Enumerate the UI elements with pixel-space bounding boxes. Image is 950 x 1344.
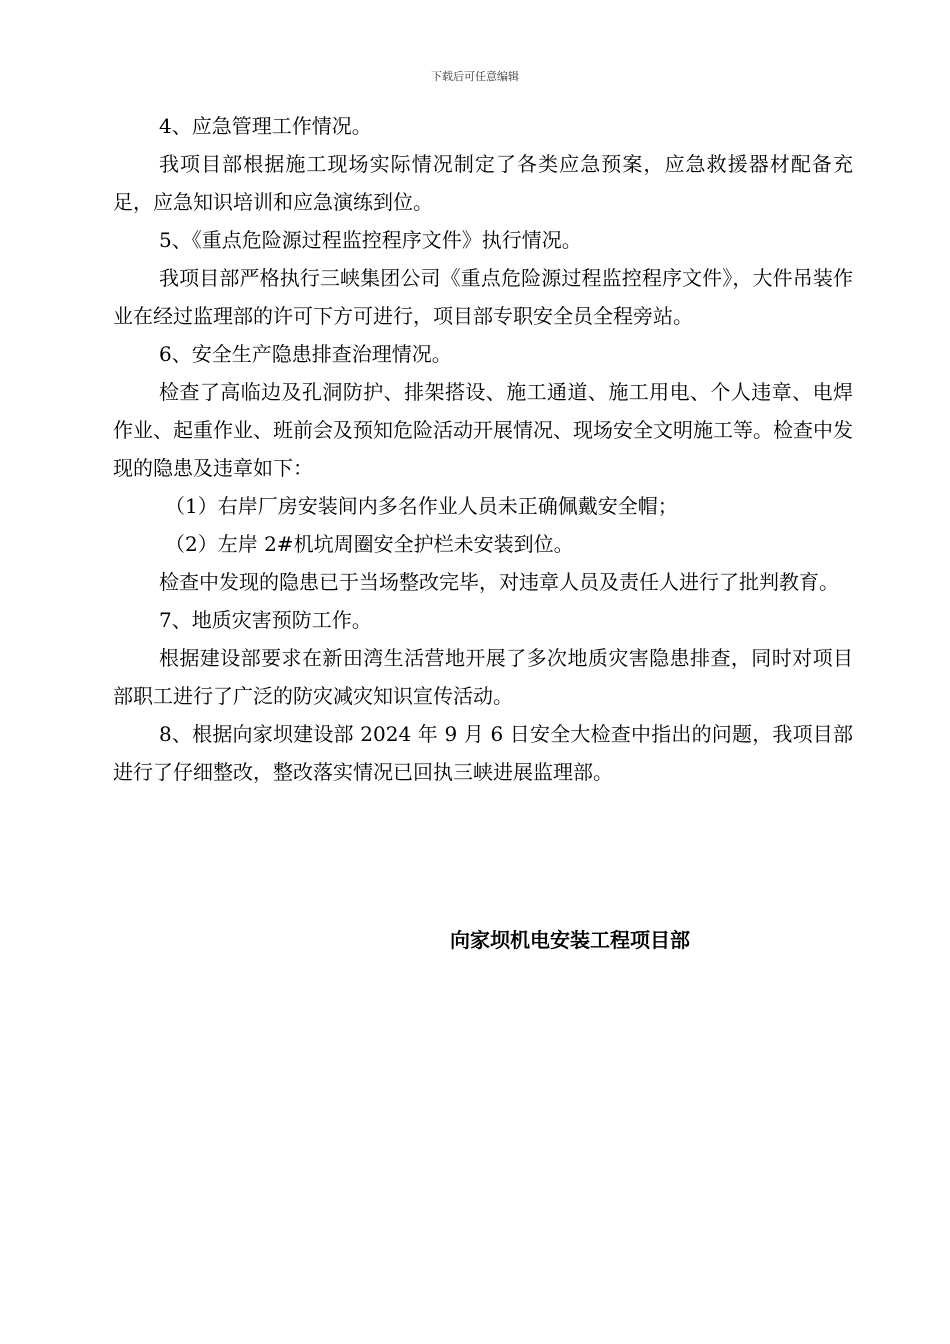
section-5-heading: 5、《重点危险源过程监控程序文件》执行情况。 — [159, 228, 582, 252]
document-body — [113, 107, 853, 791]
section-4-heading: 4、应急管理工作情况。 — [159, 114, 372, 138]
section-8-paragraph: 8、根据向家坝建设部 2024 年 9 月 6 日安全大检查中指出的问题，我项目部进行了仔细整改，整改落实情况已回执三峡进展监理部。 — [113, 722, 853, 784]
section-7-heading: 7、地质灾害预防工作。 — [159, 608, 372, 632]
section-6-item-2: （2）左岸 2#机坑周圈安全护栏未安装到位。 — [165, 532, 574, 556]
section-4-paragraph: 我项目部根据施工现场实际情况制定了各类应急预案，应急救援器材配备充足，应急知识培训和应急演练到位。 — [113, 152, 853, 214]
signature-organization: 向家坝机电安装工程项目部 — [450, 928, 690, 952]
header-note: 下载后可任意编辑 — [431, 70, 519, 83]
section-7-paragraph: 根据建设部要求在新田湾生活营地开展了多次地质灾害隐患排查，同时对项目部职工进行了广泛的防灾减灾知识宣传活动。 — [113, 646, 853, 708]
section-6-conclusion: 检查中发现的隐患已于当场整改完毕，对违章人员及责任人进行了批判教育。 — [159, 570, 839, 594]
section-6-heading: 6、安全生产隐患排查治理情况。 — [159, 342, 452, 366]
section-6-item-1: （1）右岸厂房安装间内多名作业人员未正确佩戴安全帽； — [165, 494, 678, 518]
section-5-paragraph: 我项目部严格执行三峡集团公司《重点危险源过程监控程序文件》，大件吊装作业在经过监理部的许可下方可进行，项目部专职安全员全程旁站。 — [113, 266, 853, 328]
section-6-paragraph: 检查了高临边及孔洞防护、排架搭设、施工通道、施工用电、个人违章、电焊作业、起重作业、班前会及预知危险活动开展情况、现场安全文明施工等。检查中发现的隐患及违章如下： — [113, 380, 853, 480]
